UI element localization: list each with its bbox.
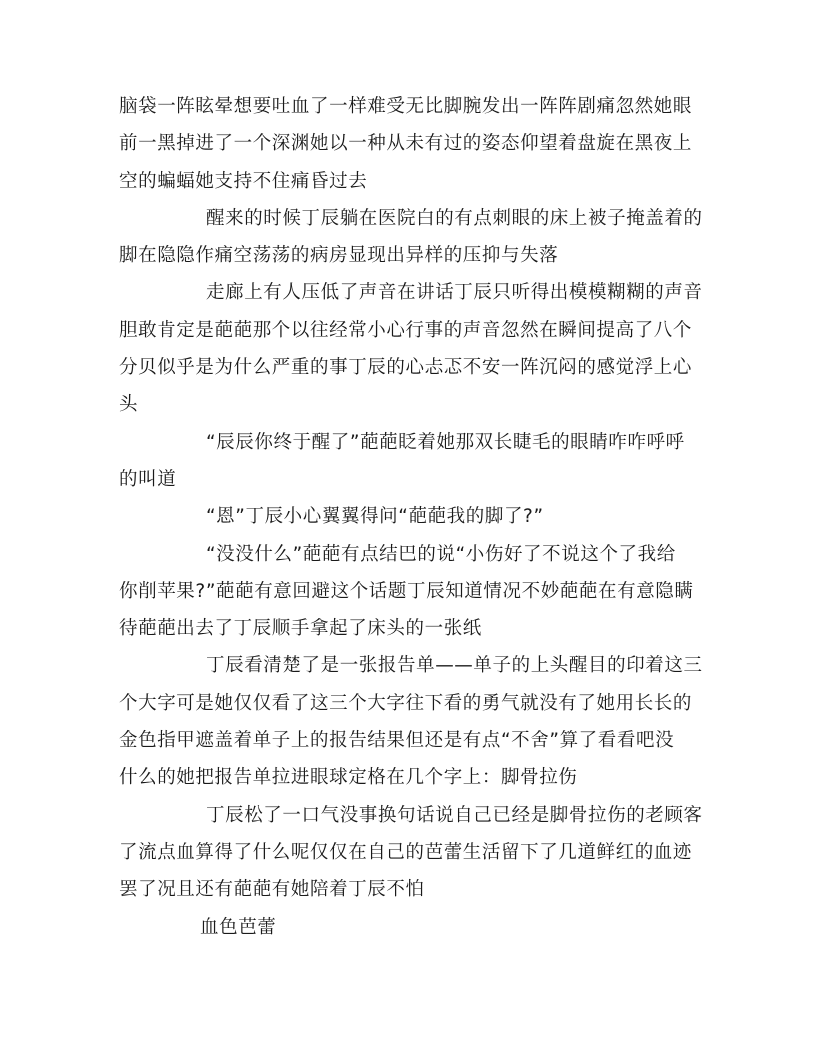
- text-line: 空的蝙蝠她支持不住痛昏过去: [119, 170, 368, 192]
- section-title: 血色芭蕾: [200, 916, 277, 938]
- text-line: 头: [119, 394, 139, 416]
- text-line: 罢了况且还有葩葩有她陪着丁辰不怕: [119, 879, 425, 901]
- text-line: 待葩葩出去了丁辰顺手拿起了床头的一张纸: [119, 618, 482, 640]
- text-line: 丁辰松了一口气没事换句话说自己已经是脚骨拉伤的老顾客: [206, 804, 703, 826]
- text-line: 走廊上有人压低了声音在讲话丁辰只听得出模模糊糊的声音: [206, 282, 703, 304]
- text-line: 胆敢肯定是葩葩那个以往经常小心行事的声音忽然在瞬间提高了八个: [119, 319, 693, 341]
- text-line: 醒来的时候丁辰躺在医院白的有点刺眼的床上被子掩盖着的: [206, 207, 703, 229]
- text-line: 什么的她把报告单拉进眼球定格在几个字上：脚骨拉伤: [119, 767, 578, 789]
- text-line: 个大字可是她仅仅看了这三个大字往下看的勇气就没有了她用长长的: [119, 692, 693, 714]
- text-line: 的叫道: [119, 468, 177, 490]
- text-line: 分贝似乎是为什么严重的事丁辰的心忐忑不安一阵沉闷的感觉浮上心: [119, 357, 693, 379]
- text-line: 金色指甲遮盖着单子上的报告结果但还是有点“不舍”算了看看吧没: [119, 730, 675, 752]
- text-line: 你削苹果?”葩葩有意回避这个话题丁辰知道情况不妙葩葩在有意隐瞒: [119, 580, 694, 602]
- text-line: 丁辰看清楚了是一张报告单——单子的上头醒目的印着这三: [206, 655, 703, 677]
- text-line: 脑袋一阵眩晕想要吐血了一样难受无比脚腕发出一阵阵剧痛忽然她眼: [119, 96, 693, 117]
- text-line: “辰辰你终于醒了”葩葩眨着她那双长睫毛的眼睛咋咋呼呼: [206, 431, 685, 453]
- document-body: [119, 88, 703, 946]
- text-line: 了流点血算得了什么呢仅仅在自己的芭蕾生活留下了几道鲜红的血迹: [119, 841, 693, 863]
- text-line: 前一黑掉进了一个深渊她以一种从未有过的姿态仰望着盘旋在黑夜上: [119, 133, 693, 155]
- text-line: “没没什么”葩葩有点结巴的说“小伤好了不说这个了我给: [206, 543, 676, 565]
- text-line: “恩”丁辰小心翼翼得问“葩葩我的脚了?”: [206, 506, 544, 528]
- text-line: 脚在隐隐作痛空荡荡的病房显现出异样的压抑与失落: [119, 245, 559, 267]
